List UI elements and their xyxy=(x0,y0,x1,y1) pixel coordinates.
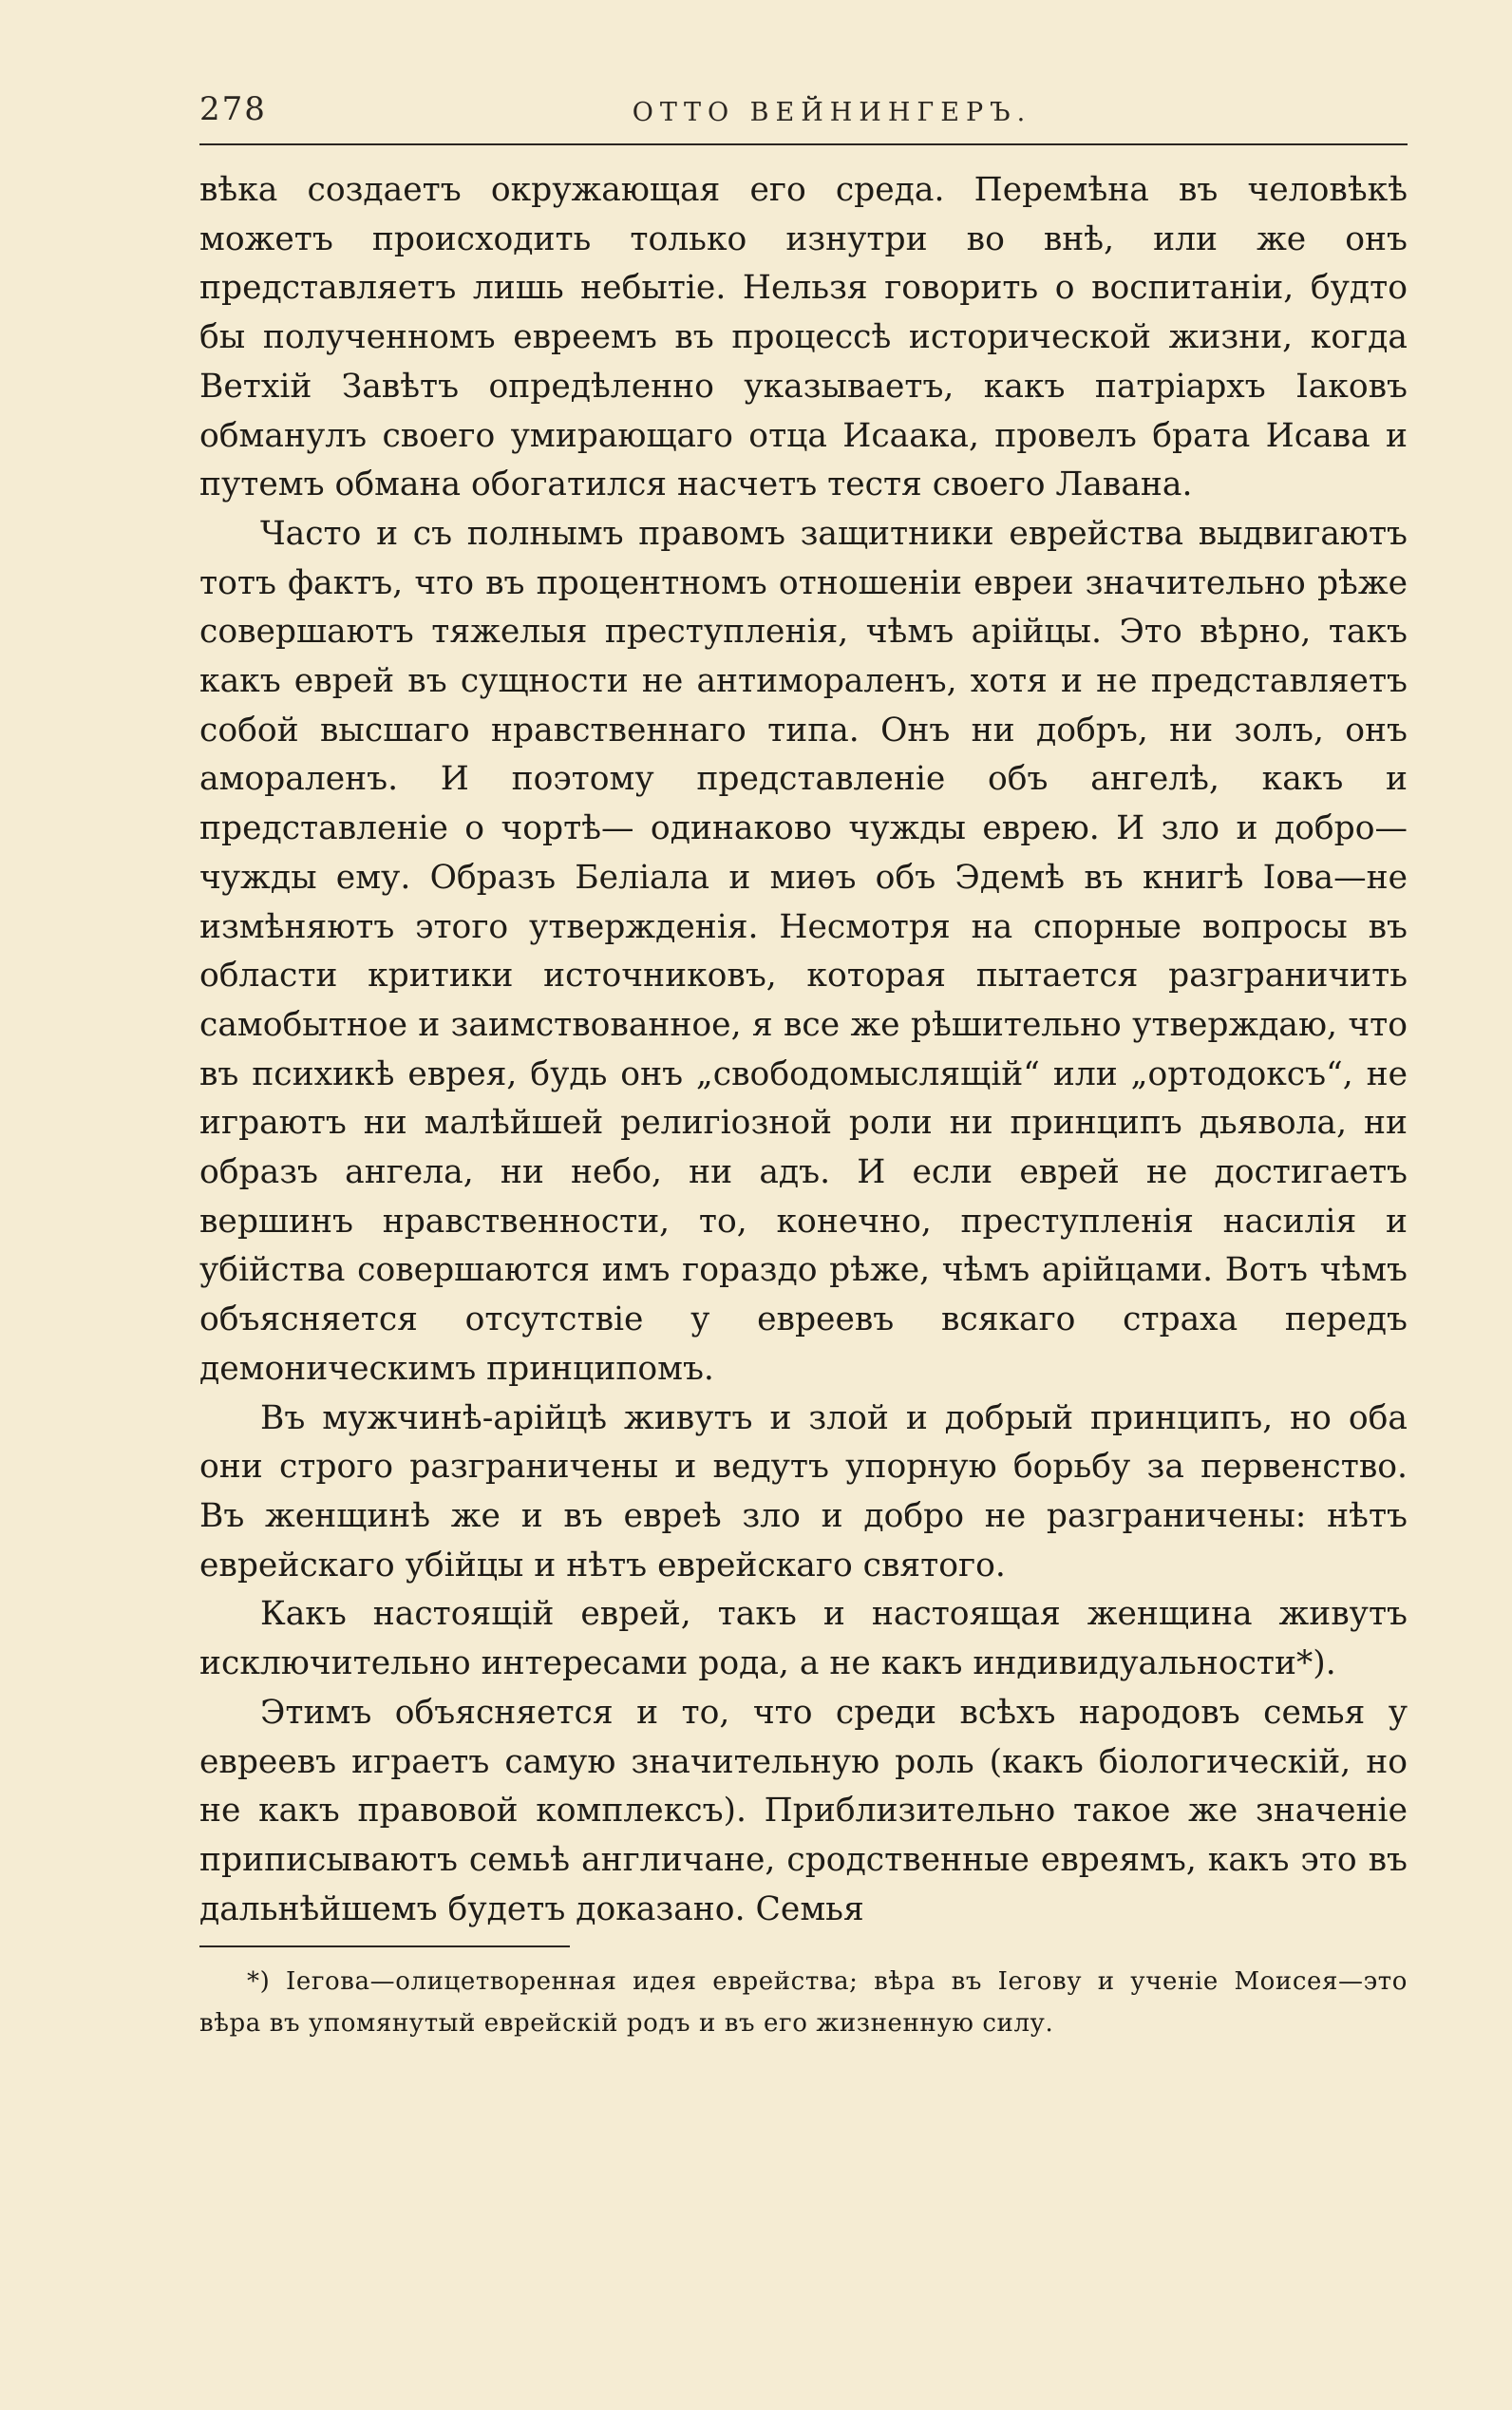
running-title: ОТТО ВЕЙНИНГЕРЪ. xyxy=(632,98,1032,127)
footnote-divider xyxy=(199,1945,570,1947)
book-page xyxy=(199,90,1408,2044)
paragraph-4: Какъ настоящій еврей, такъ и настоящая женщина живутъ исключительно интересами рода, а не какъ индивидуальности*). xyxy=(199,1595,1408,1683)
running-head xyxy=(199,90,1408,145)
paragraph-1: вѣка создаетъ окружающая его среда. Перемѣна въ человѣкѣ можетъ происходить только изнутри во внѣ, или же онъ представляетъ лишь небытіе. Нельзя говорить о воспитаніи, будто бы полученномъ евреемъ въ процессѣ исторической жизни, когда Ветхій Завѣтъ опредѣленно указываетъ, какъ патріархъ Іаковъ обманулъ своего умирающаго отца Исаака, провелъ брата Исава и путемъ обмана обогатился насчетъ тестя своего Лавана. xyxy=(199,171,1408,504)
page-number: 278 xyxy=(199,90,267,128)
footnote: *) Іегова—олицетворенная идея еврейства; вѣра въ Іегову и ученіе Моисея—это вѣра въ упомянутый еврейскій родъ и въ его жизненную силу. xyxy=(199,1967,1408,2039)
paragraph-5: Этимъ объясняется и то, что среди всѣхъ народовъ семья у евреевъ играетъ самую значительную роль (какъ біологическій, но не какъ правовой комплексъ). Приблизительно такое же значеніе приписываютъ семьѣ англичане, сродственные евреямъ, какъ это въ дальнѣйшемъ будетъ доказано. Семья xyxy=(199,1693,1408,1928)
paragraph-2: Часто и съ полнымъ правомъ защитники еврейства выдвигаютъ тотъ фактъ, что въ процентномъ отношеніи евреи значительно рѣже совершаютъ тяжелыя преступленія, чѣмъ арійцы. Это вѣрно, такъ какъ еврей въ сущности не антимораленъ, хотя и не представляетъ собой высшаго нравственнаго типа. Онъ ни добръ, ни золъ, онъ амораленъ. И поэтому представленіе объ ангелѣ, какъ и представленіе о чортѣ— одинаково чужды еврею. И зло и добро—чужды ему. Образъ Беліала и миѳъ объ Эдемѣ въ книгѣ Іова—не измѣняютъ этого утвержденія. Несмотря на спорные вопросы въ области критики источниковъ, которая пытается разграничить самобытное и заимствованное, я все же рѣшительно утверждаю, что въ психикѣ еврея, будь онъ „свободомыслящій“ или „ортодоксъ“, не играютъ ни малѣйшей религіозной роли ни принципъ дьявола, ни образъ ангела, ни небо, ни адъ. И если еврей не достигаетъ вершинъ нравственности, то, конечно, преступленія насилія и убійства совершаются имъ гораздо рѣже, чѣмъ арійцами. Вотъ чѣмъ объясняется отсутствіе у евреевъ всякаго страха передъ демоническимъ принципомъ. xyxy=(199,514,1408,1388)
body-text xyxy=(199,166,1408,1934)
paragraph-3: Въ мужчинѣ-арійцѣ живутъ и злой и добрый принципъ, но оба они строго разграничены и ведутъ упорную борьбу за первенство. Въ женщинѣ же и въ евреѣ зло и добро не разграничены: нѣтъ еврейскаго убійцы и нѣтъ еврейскаго святого. xyxy=(199,1398,1408,1585)
